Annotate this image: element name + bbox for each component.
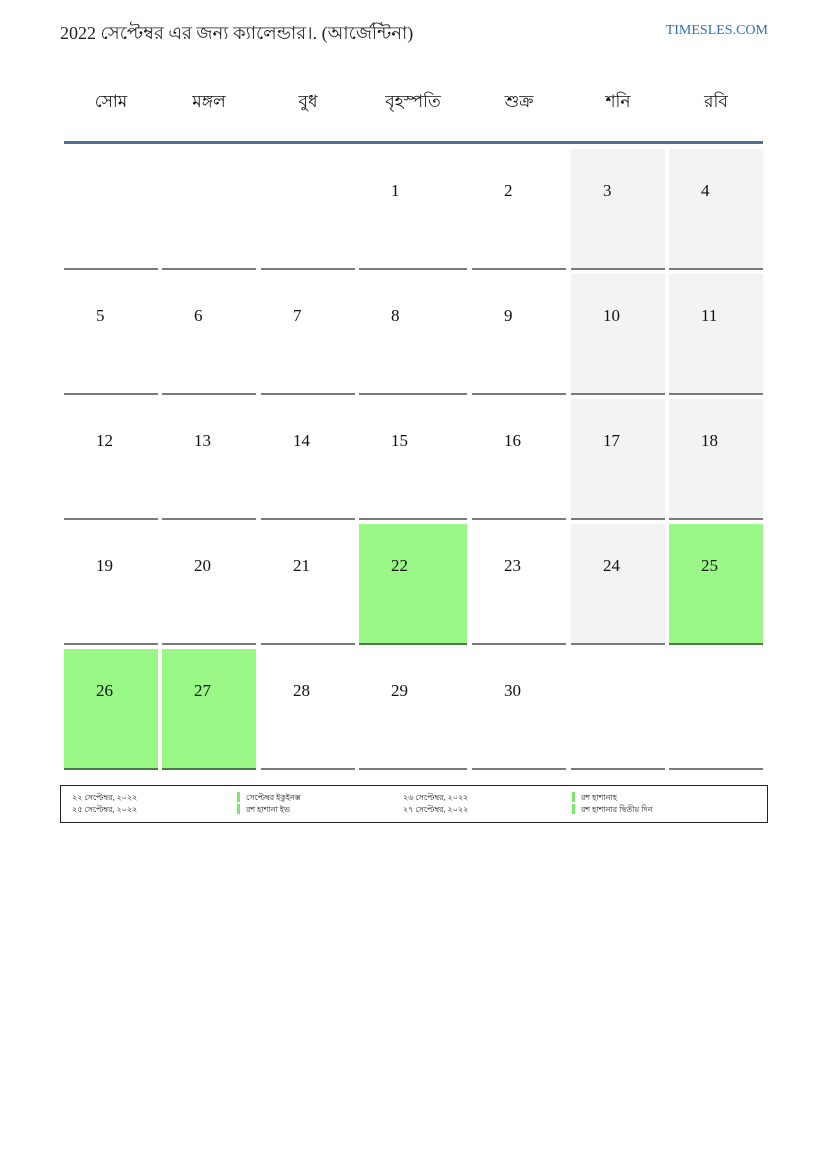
day-number: 29 [391,681,408,700]
day-number: 26 [96,681,113,700]
day-cell-tue [162,149,256,270]
page-title: 2022 সেপ্টেম্বর এর জন্য ক্যালেন্ডার।. (আর্জেন্টিনা) [60,23,414,43]
day-cell-thu[interactable] [359,524,467,645]
day-number: 14 [293,431,310,450]
legend-holiday-name: রশ হাশানার দ্বিতীয় দিন [581,805,653,814]
day-number: 23 [504,556,521,575]
weekday-sun: রবি [704,92,728,111]
day-cell-sun[interactable] [669,524,763,645]
weekday-tue: মঙ্গল [192,92,226,111]
day-number: 25 [701,556,718,575]
day-cell-tue[interactable] [162,274,256,395]
legend-date: ২২ সেপ্টেম্বর, ২০২২ [72,793,138,802]
weekday-sat: শনি [605,92,631,111]
day-number: 28 [293,681,310,700]
legend-holiday-name: রশ হাশানা ইভ [246,805,290,814]
day-cell-sat[interactable] [571,274,665,395]
day-number: 7 [293,306,302,325]
weekday-header-row [64,84,763,124]
day-number: 12 [96,431,113,450]
day-number: 17 [603,431,620,450]
header-divider [64,141,763,144]
day-number: 21 [293,556,310,575]
site-link[interactable]: TIMESLES.COM [665,23,768,38]
day-number: 19 [96,556,113,575]
day-cell-sat[interactable] [571,399,665,520]
day-cell-thu[interactable] [359,399,467,520]
day-cell-sat[interactable] [571,524,665,645]
day-cell-tue[interactable] [162,524,256,645]
day-number: 13 [194,431,211,450]
legend-color-marker [237,804,240,814]
day-cell-wed [261,149,355,270]
day-cell-thu[interactable] [359,274,467,395]
legend-date: ২৭ সেপ্টেম্বর, ২০২২ [403,805,469,814]
day-cell-wed[interactable] [261,399,355,520]
day-cell-wed[interactable] [261,274,355,395]
day-number: 16 [504,431,521,450]
day-cell-sun[interactable] [669,149,763,270]
day-number: 22 [391,556,408,575]
legend-color-marker [572,792,575,802]
legend-color-marker [572,804,575,814]
weekday-wed: বুধ [298,92,318,111]
day-cell-thu[interactable] [359,649,467,770]
legend-holiday-name: সেপ্টেম্বর ইকুইনক্স [246,793,301,802]
day-cell-wed[interactable] [261,649,355,770]
day-cell-mon[interactable] [64,524,158,645]
day-number: 6 [194,306,203,325]
day-number: 20 [194,556,211,575]
day-cell-fri[interactable] [472,649,566,770]
day-cell-sun [669,649,763,770]
day-number: 30 [504,681,521,700]
legend-date: ২৬ সেপ্টেম্বর, ২০২২ [403,793,469,802]
day-number: 1 [391,181,400,200]
day-number: 9 [504,306,513,325]
day-number: 2 [504,181,513,200]
day-number: 27 [194,681,211,700]
day-cell-tue[interactable] [162,399,256,520]
day-number: 5 [96,306,105,325]
day-number: 24 [603,556,620,575]
day-cell-sun[interactable] [669,399,763,520]
day-cell-mon[interactable] [64,399,158,520]
weekday-fri: শুক্র [504,92,534,111]
day-cell-mon[interactable] [64,274,158,395]
legend-holiday-name: রশ হাশানাহ [581,793,618,802]
day-cell-mon [64,149,158,270]
day-number: 3 [603,181,612,200]
day-cell-fri[interactable] [472,274,566,395]
day-cell-sat[interactable] [571,149,665,270]
legend-date: ২৫ সেপ্টেম্বর, ২০২২ [72,805,138,814]
weekday-mon: সোম [94,92,128,111]
day-number: 18 [701,431,718,450]
day-cell-mon[interactable] [64,649,158,770]
day-cell-sun[interactable] [669,274,763,395]
day-cell-fri[interactable] [472,524,566,645]
day-number: 8 [391,306,400,325]
day-cell-fri[interactable] [472,149,566,270]
day-cell-thu[interactable] [359,149,467,270]
holiday-legend [60,785,768,823]
legend-color-marker [237,792,240,802]
day-number: 10 [603,306,620,325]
day-cell-fri[interactable] [472,399,566,520]
day-number: 4 [701,181,710,200]
day-cell-wed[interactable] [261,524,355,645]
weekday-thu: বৃহস্পতি [385,92,441,111]
day-number: 11 [701,306,718,325]
day-cell-sat [571,649,665,770]
day-number: 15 [391,431,408,450]
day-cell-tue[interactable] [162,649,256,770]
